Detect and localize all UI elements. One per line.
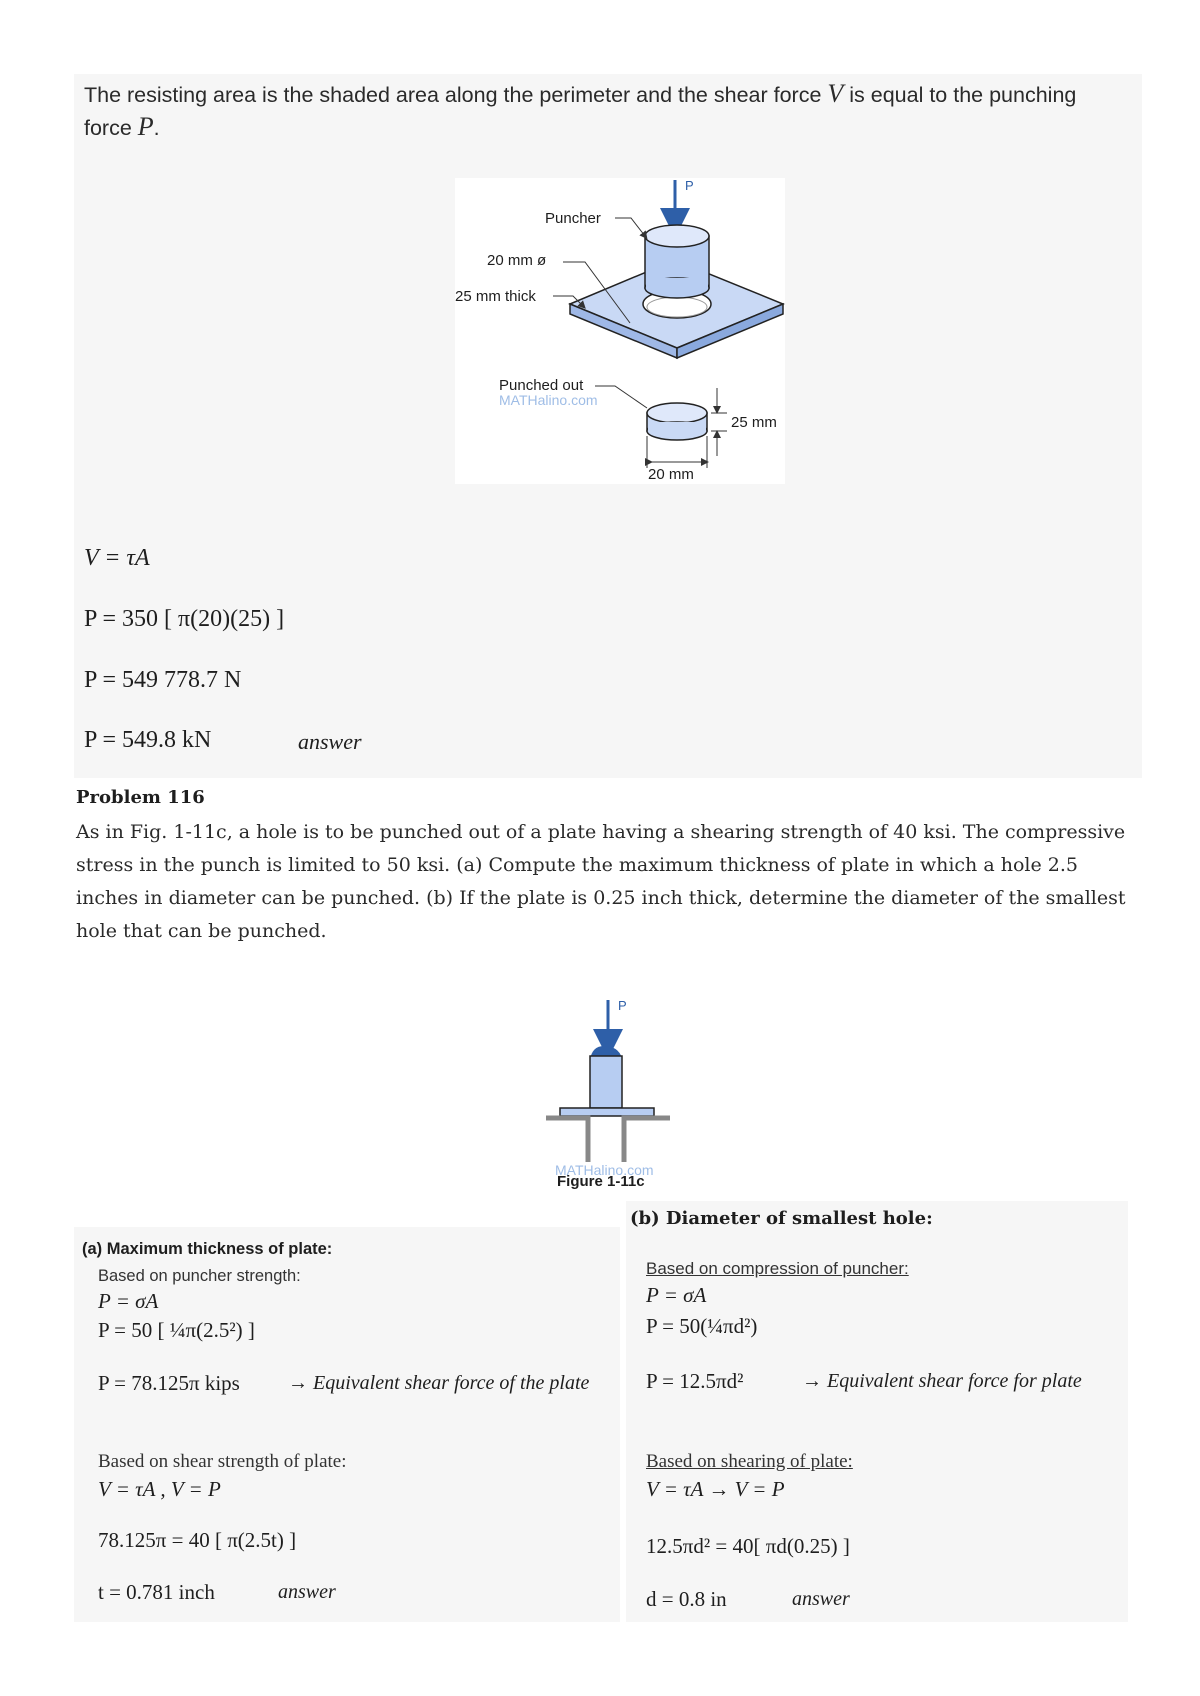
part-a-eq6: t = 0.781 inch [98,1580,215,1604]
fig1-load-label: P [685,178,694,193]
part-b-eq3: P = 12.5πd² [646,1369,744,1393]
part-a-box [74,1227,620,1622]
intro-paragraph: The resisting area is the shaded area along the perimeter and the shear force V is equal to the punching force P. [84,79,1077,141]
puncher-diagram [455,178,785,484]
problem-title: Problem 116 [76,787,205,808]
part-b-eq1: P = σA [646,1283,707,1307]
puncher-label: Puncher [545,210,601,227]
part-a-eq1: P = σA [98,1289,159,1313]
part-b-eq4: V = τA → V = P [646,1477,785,1501]
punched-out-label: Punched out [499,377,584,394]
diameter-label: 20 mm ø [487,252,547,269]
part-a-eq5: 78.125π = 40 [ π(2.5t) ] [98,1528,297,1552]
fig2-watermark: MATHalino.com [555,1162,654,1178]
figure-1-11c-diagram [540,996,680,1186]
eq-p-newton: P = 549 778.7 N [84,667,242,693]
part-a-sub1: Based on puncher strength: [98,1267,301,1285]
part-a-heading: (a) Maximum thickness of plate: [82,1240,333,1258]
part-a-eq2: P = 50 [ ¼π(2.5²) ] [98,1318,255,1342]
puncher-figure [455,178,785,484]
part-b-answer: answer [792,1588,850,1610]
problem-text: As in Fig. 1-11c, a hole is to be punched out of a plate having a shearing strength of 40 ksi. The compressive stress in the punch is limited to 50 ksi. (a) Compute the maximum thickness of plate in which a hole 2.5 inches in diameter can be punched. (b) If the plate is 0.25 inch thick, determine the diameter of the smallest hole that can be punched. [76,821,1126,942]
part-b-heading: (b) Diameter of smallest hole: [630,1208,933,1229]
part-b-note1: → Equivalent shear force for plate [802,1370,1082,1392]
dim-height-label: 25 mm [731,414,777,431]
eq-p-350: P = 350 [ π(20)(25) ] [84,606,285,632]
part-a-note1: → Equivalent shear force of the plate [288,1372,590,1394]
part-a-eq3: P = 78.125π kips [98,1371,240,1395]
figure-caption: Figure 1-11c [557,1173,645,1190]
var-v: V [827,79,844,108]
part-a-sub2: Based on shear strength of plate: [98,1451,347,1472]
part-a-eq4: V = τA , V = P [98,1477,221,1501]
part-b-sub2: Based on shearing of plate: [646,1451,853,1472]
figure-1-11c [540,996,680,1190]
part-b-eq5: 12.5πd² = 40[ πd(0.25) ] [646,1534,850,1558]
var-p: P [137,112,154,141]
part-b-eq6: d = 0.8 in [646,1587,727,1611]
eq-p-kn: P = 549.8 kN [84,727,212,753]
part-b-sub1: Based on compression of puncher: [646,1259,909,1278]
answer-label-1: answer [298,729,362,754]
thickness-label: 25 mm thick [455,288,536,305]
eq-v-tau-a: V = τA [84,545,150,571]
fig2-load-label: P [618,998,627,1013]
dim-width-label: 20 mm [648,466,694,483]
fig1-watermark: MATHalino.com [499,392,598,408]
part-b-eq2: P = 50(¼πd²) [646,1314,758,1338]
part-a-answer: answer [278,1581,336,1603]
